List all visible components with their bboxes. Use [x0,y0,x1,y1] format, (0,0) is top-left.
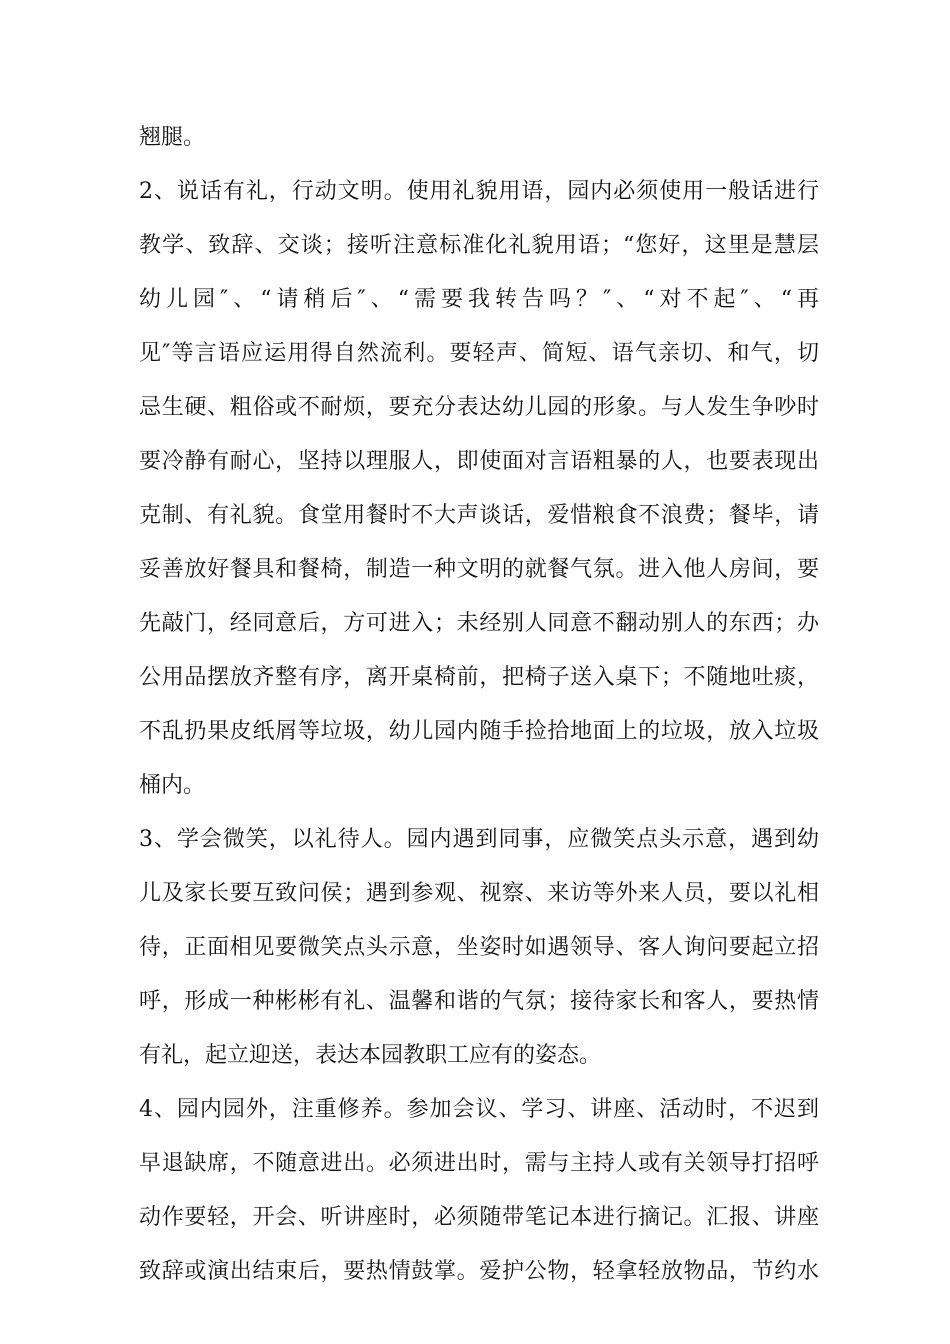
text-line: 要冷静有耐心，坚持以理服人，即使面对言语粗暴的人，也要表现出 [139,449,819,474]
text-line: 幼儿园″、“请稍后″、“需要我转告吗？″、“对不起″、“再 [139,287,819,312]
text-line: 不乱扔果皮纸屑等垃圾，幼儿园内随手捡拾地面上的垃圾，放入垃圾 [139,719,819,744]
text-line: 克制、有礼貌。食堂用餐时不大声谈话，爱惜粮食不浪费；餐毕，请 [139,503,819,528]
text-line: 儿及家长要互致问侯；遇到参观、视察、来访等外来人员，要以礼相 [139,881,819,906]
text-line: 致辞或演出结束后，要热情鼓掌。爱护公物，轻拿轻放物品，节约水 [139,1259,819,1284]
text-line: 翘腿。 [139,125,206,150]
text-line: 待，正面相见要微笑点头示意，坐姿时如遇领导、客人询问要起立招 [139,935,819,960]
text-line: 2、说话有礼，行动文明。使用礼貌用语，园内必须使用一般话进行 [139,179,819,204]
text-line: 忌生硬、粗俗或不耐烦，要充分表达幼儿园的形象。与人发生争吵时 [139,395,819,420]
text-line: 见″等言语应运用得自然流利。要轻声、简短、语气亲切、和气，切 [139,341,819,366]
text-line: 妥善放好餐具和餐椅，制造一种文明的就餐气氛。进入他人房间，要 [139,557,819,582]
text-line: 3、学会微笑，以礼待人。园内遇到同事，应微笑点头示意，遇到幼 [139,827,819,852]
text-line: 教学、致辞、交谈；接听注意标准化礼貌用语；“您好，这里是慧层 [139,233,819,258]
text-line: 早退缺席，不随意进出。必须进出时，需与主持人或有关领导打招呼 [139,1151,819,1176]
text-line: 呼，形成一种彬彬有礼、温馨和谐的气氛；接待家长和客人，要热情 [139,989,819,1014]
text-line: 桶内。 [139,773,206,798]
text-line: 先敲门，经同意后，方可进入；未经别人同意不翻动别人的东西；办 [139,611,819,636]
text-line: 公用品摆放齐整有序，离开桌椅前，把椅子送入桌下；不随地吐痰， [139,665,819,690]
text-line: 4、园内园外，注重修养。参加会议、学习、讲座、活动时，不迟到 [139,1097,819,1122]
text-line: 有礼，起立迎送，表达本园教职工应有的姿态。 [139,1043,602,1068]
text-line: 动作要轻，开会、听讲座时，必须随带笔记本进行摘记。汇报、讲座 [139,1205,819,1230]
